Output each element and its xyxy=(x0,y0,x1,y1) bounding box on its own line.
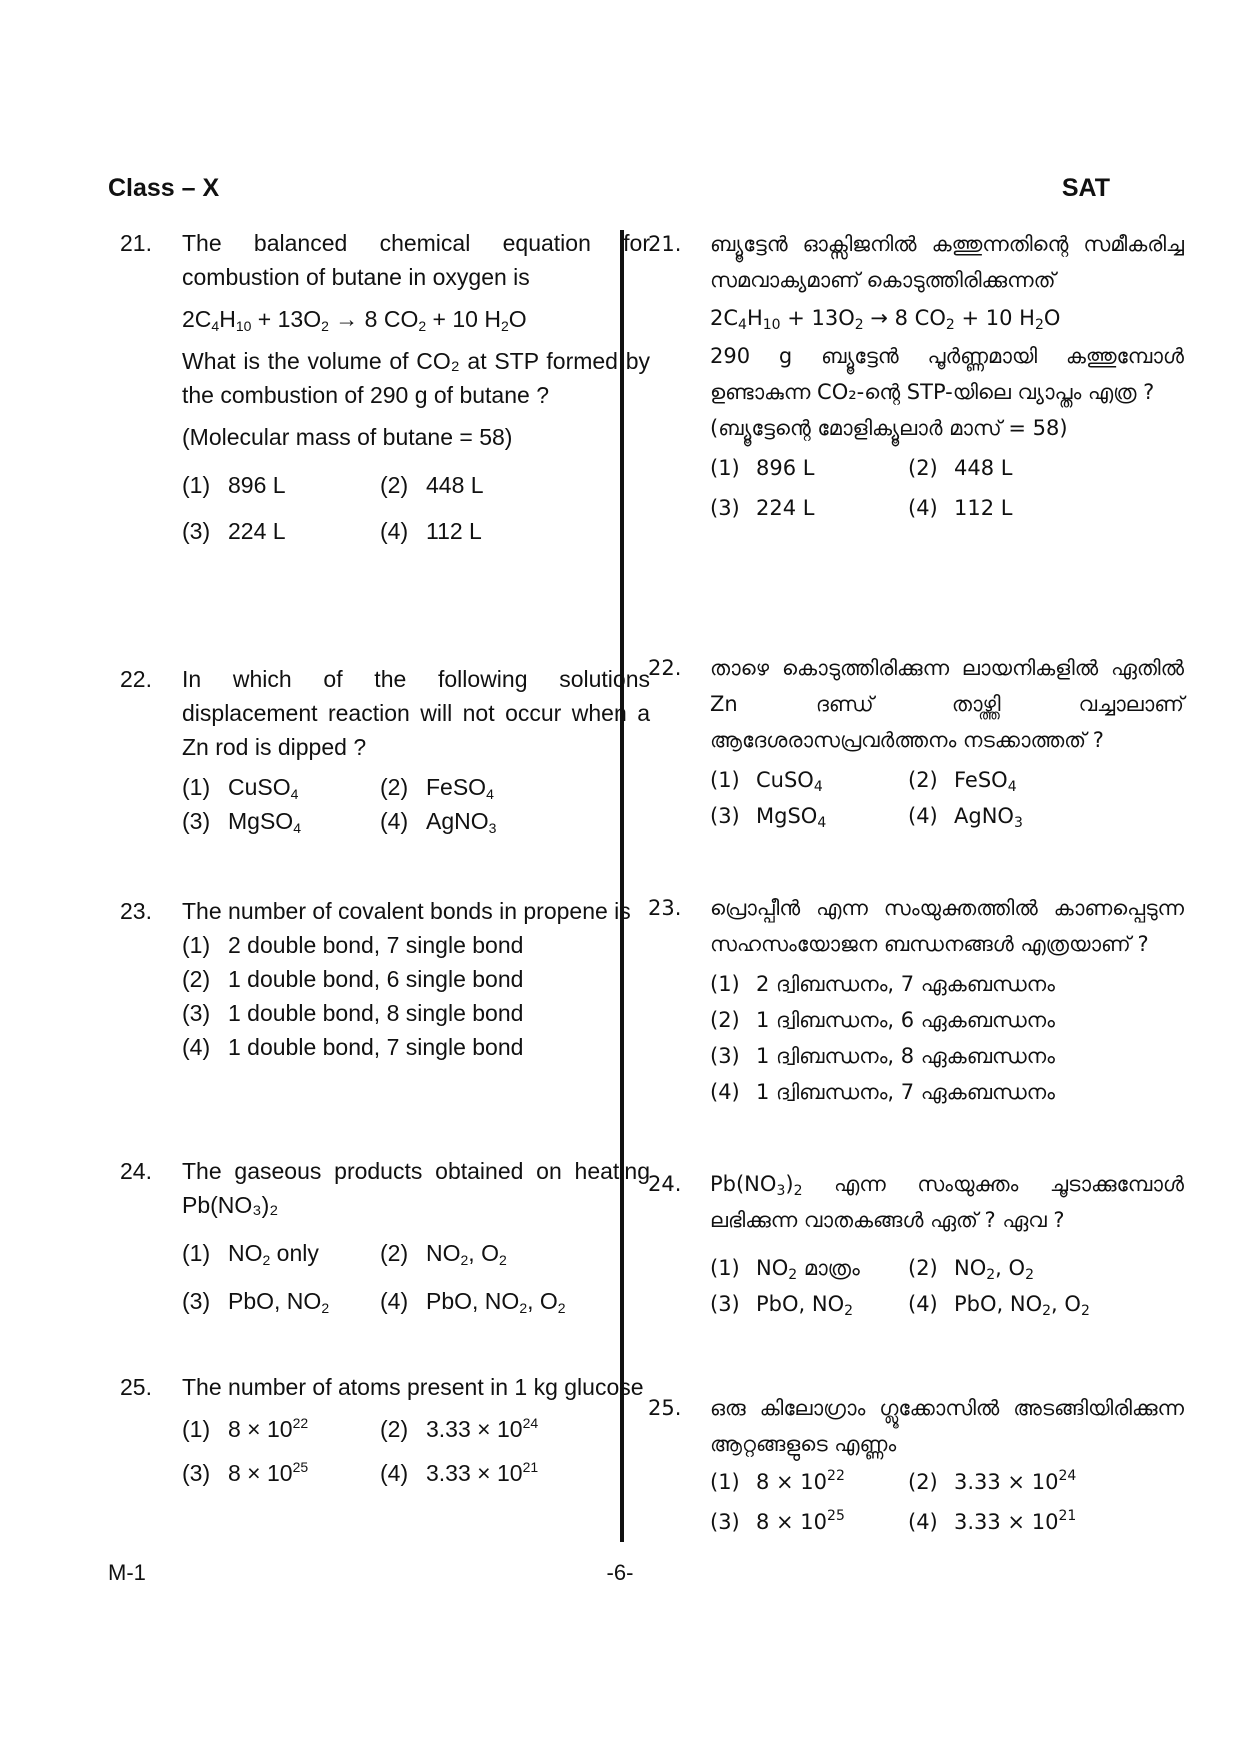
option-1[interactable]: (1) CuSO$_4$ xyxy=(182,774,299,802)
option-3[interactable]: (3) 224 L xyxy=(710,496,815,520)
question-text: പ്രൊപ്പീൻ എന്ന സംയുക്തത്തിൽ കാണപ്പെടുന്ന സഹസംയോജന ബന്ധനങ്ങൾ എത്രയാണ് ? xyxy=(710,896,1184,956)
question-text: In which of the following solutions displacement reaction will not occur when a Zn rod is dipped ? xyxy=(182,666,650,760)
option-4[interactable]: (4) PbO, $NO_2$, $O_2$ xyxy=(908,1292,1090,1319)
option-3[interactable]: (3) MgSO$_4$ xyxy=(182,808,301,836)
question-text: The gaseous products obtained on heating Pb(NO₃)₂ xyxy=(182,1158,650,1218)
option-1[interactable]: (1) 896 L xyxy=(182,472,286,498)
question-number: 24. xyxy=(120,1158,152,1184)
question-24-en xyxy=(120,1154,650,1318)
answer-options xyxy=(710,450,1184,526)
option-4[interactable]: (4) 1 ദ്വിബന്ധനം, 7 ഏകബന്ധനം xyxy=(710,1080,1055,1104)
question-25-en xyxy=(120,1370,650,1490)
option-2[interactable]: (2) FeSO$_4$ xyxy=(380,774,494,802)
question-number: 25. xyxy=(120,1374,152,1400)
exam-label: SAT xyxy=(1061,174,1110,202)
option-2[interactable]: (2) 448 L xyxy=(908,456,1013,480)
option-4[interactable]: (4) 112 L xyxy=(380,518,482,544)
question-note: (ബ്യൂട്ടേന്റെ മോളിക്യൂലാർ മാസ് = 58) xyxy=(710,416,1068,440)
chemical-equation: $2C_4H_{10} + 13O_2 \to 8$ $CO_2 + 10$ $H_2O$ xyxy=(710,306,1061,333)
answer-options xyxy=(710,762,1184,834)
option-3[interactable]: (3) PbO, $NO_2$ xyxy=(182,1288,330,1316)
option-3[interactable]: (3) PbO, $NO_2$ xyxy=(710,1292,854,1319)
question-text: The balanced chemical equation for combustion of butane in oxygen is xyxy=(182,230,650,290)
answer-options xyxy=(182,928,650,1064)
answer-options xyxy=(182,1236,650,1318)
answer-options xyxy=(182,468,650,548)
question-number: 21. xyxy=(648,232,682,256)
answer-options xyxy=(710,1250,1184,1322)
chemical-equation: $2C_4H_{10} + 13O_2 \to 8$ $CO_2 + 10$ $H_2O$ xyxy=(182,306,527,334)
question-24-ml xyxy=(648,1166,1184,1322)
option-3[interactable]: (3) $8 \times 10^{25}$ xyxy=(182,1459,309,1486)
question-21-en xyxy=(120,226,650,548)
option-1[interactable]: (1) $8 \times 10^{22}$ xyxy=(710,1468,845,1494)
option-4[interactable]: (4) AgNO$_3$ xyxy=(908,804,1023,831)
option-3[interactable]: (3) 1 ദ്വിബന്ധനം, 8 ഏകബന്ധനം xyxy=(710,1044,1055,1068)
option-1[interactable]: (1) $NO_2$ മാത്രം xyxy=(710,1256,860,1283)
question-number: 22. xyxy=(648,656,682,680)
option-2[interactable]: (2) 1 double bond, 6 single bond xyxy=(182,966,524,992)
question-text: ഒരു കിലോഗ്രാം ഗ്ലൂക്കോസിൽ അടങ്ങിയിരിക്കുന്ന ആറ്റങ്ങളുടെ എണ്ണം xyxy=(710,1396,1184,1456)
question-note: (Molecular mass of butane = 58) xyxy=(182,424,513,450)
question-22-ml xyxy=(648,650,1184,834)
answer-options xyxy=(710,1464,1184,1540)
option-2[interactable]: (2) $3.33 \times 10^{24}$ xyxy=(908,1468,1077,1494)
option-2[interactable]: (2) 448 L xyxy=(380,472,484,498)
option-1[interactable]: (1) 2 ദ്വിബന്ധനം, 7 ഏകബന്ധനം xyxy=(710,972,1055,996)
option-4[interactable]: (4) 112 L xyxy=(908,496,1013,520)
option-2[interactable]: (2) $NO_2$, $O_2$ xyxy=(380,1240,507,1268)
question-21-ml xyxy=(648,226,1184,526)
question-number: 23. xyxy=(648,896,682,920)
option-4[interactable]: (4) $3.33 \times 10^{21}$ xyxy=(908,1508,1077,1534)
question-number: 23. xyxy=(120,898,152,924)
option-1[interactable]: (1) $8 \times 10^{22}$ xyxy=(182,1415,309,1442)
question-number: 21. xyxy=(120,230,152,256)
question-text: താഴെ കൊടുത്തിരിക്കുന്ന ലായനികളിൽ ഏതിൽ Zn ദണ്ഡ് താഴ്ത്തി വച്ചാലാണ് ആദേശരാസപ്രവർത്തനം നടക്കാത്തത് ? xyxy=(710,656,1184,752)
question-text: ബ്യൂട്ടേൻ ഓക്സിജനിൽ കത്തുന്നതിന്റെ സമീകരിച്ച സമവാക്യമാണ് കൊടുത്തിരിക്കുന്നത് xyxy=(710,232,1184,292)
option-1[interactable]: (1) 896 L xyxy=(710,456,815,480)
option-4[interactable]: (4) 1 double bond, 7 single bond xyxy=(182,1034,524,1060)
option-4[interactable]: (4) $3.33 \times 10^{21}$ xyxy=(380,1459,539,1486)
question-25-ml xyxy=(648,1390,1184,1540)
class-label: Class – X xyxy=(108,174,220,202)
option-4[interactable]: (4) AgNO$_3$ xyxy=(380,808,497,836)
answer-options xyxy=(182,770,650,838)
question-23-ml xyxy=(648,890,1184,1110)
option-3[interactable]: (3) $8 \times 10^{25}$ xyxy=(710,1508,845,1534)
question-number: 25. xyxy=(648,1396,682,1420)
question-text: $Pb(NO_3)_2$ എന്ന സംയുക്തം ചൂടാക്കുമ്പോൾ ലഭിക്കുന്ന വാതകങ്ങൾ ഏത് ? ഏവ ? xyxy=(710,1172,1184,1232)
option-1[interactable]: (1) $NO_2$ only xyxy=(182,1240,319,1268)
option-3[interactable]: (3) 1 double bond, 8 single bond xyxy=(182,1000,524,1026)
question-number: 24. xyxy=(648,1172,682,1196)
question-text: The number of covalent bonds in propene is xyxy=(182,898,631,924)
option-3[interactable]: (3) 224 L xyxy=(182,518,286,544)
option-3[interactable]: (3) MgSO$_4$ xyxy=(710,804,827,831)
option-2[interactable]: (2) 1 ദ്വിബന്ധനം, 6 ഏകബന്ധനം xyxy=(710,1008,1055,1032)
answer-options xyxy=(710,966,1184,1110)
page-number: -6- xyxy=(606,1560,634,1585)
option-1[interactable]: (1) 2 double bond, 7 single bond xyxy=(182,932,524,958)
question-23-en xyxy=(120,894,650,1064)
booklet-code: M-1 xyxy=(108,1560,146,1585)
option-2[interactable]: (2) $NO_2$, $O_2$ xyxy=(908,1256,1034,1283)
option-2[interactable]: (2) FeSO$_4$ xyxy=(908,768,1017,795)
question-22-en xyxy=(120,662,650,838)
option-1[interactable]: (1) CuSO$_4$ xyxy=(710,768,823,795)
question-number: 22. xyxy=(120,666,152,692)
question-prompt: 290 g ബ്യൂട്ടേൻ പൂർണ്ണമായി കത്തുമ്പോൾ ഉണ്ടാകുന്ന CO₂-ന്റെ STP-യിലെ വ്യാപ്തം എത്ര ? xyxy=(710,344,1184,404)
question-text: The number of atoms present in 1 kg glucose xyxy=(182,1374,644,1400)
question-prompt: What is the volume of CO₂ at STP formed by the combustion of 290 g of butane ? xyxy=(182,348,650,408)
answer-options xyxy=(182,1412,650,1490)
option-4[interactable]: (4) PbO, $NO_2$, $O_2$ xyxy=(380,1288,566,1316)
option-2[interactable]: (2) $3.33 \times 10^{24}$ xyxy=(380,1415,539,1442)
